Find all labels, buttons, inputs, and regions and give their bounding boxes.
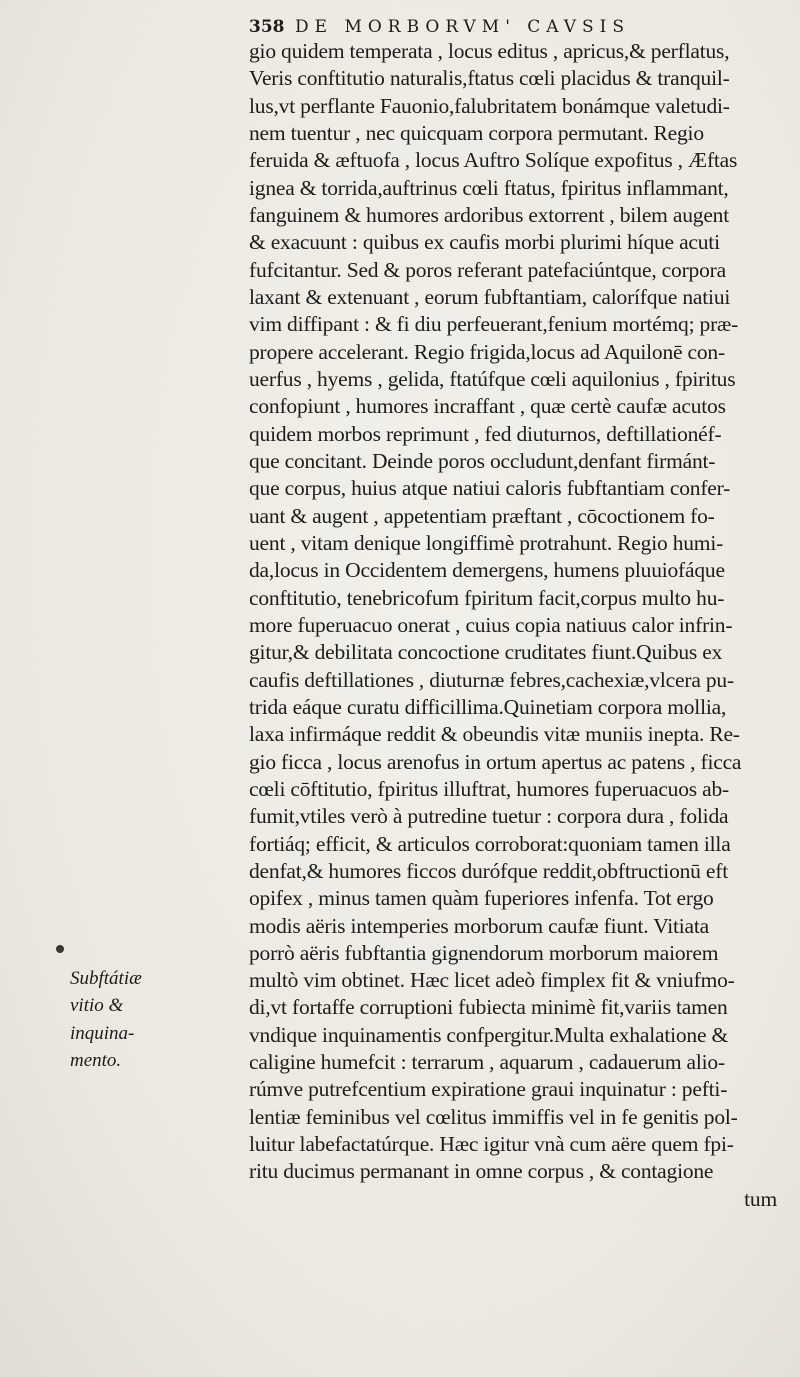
text-line: quidem morbos reprimunt , fed diuturnos, deftillationéf- [249, 421, 722, 446]
text-line: multò vim obtinet. Hæc licet adeò fimplex fit & vniufmo- [249, 968, 735, 993]
page-number: 358 [249, 17, 285, 37]
text-line: caufis deftillationes , diuturnæ febres,cachexiæ,vlcera pu- [249, 667, 734, 692]
margin-note-line: mento. [70, 1049, 122, 1071]
running-title: DE MORBORVM' CAVSIS [295, 17, 631, 37]
text-line: da,locus in Occidentem demergens, humens pluuiofáque [249, 558, 725, 583]
text-line: ritu ducimus permanant in omne corpus , & contagione [249, 1159, 714, 1184]
text-line: gio quidem temperata , locus editus , apricus,& perflatus, [249, 39, 730, 63]
text-line: caligine humefcit : terrarum , aquarum , cadauerum alio- [249, 1050, 725, 1075]
text-line: confopiunt , humores incraffant , quæ certè caufæ acutos [249, 394, 726, 419]
text-line: trida eáque curatu difficillima.Quinetiam corpora mollia, [249, 694, 727, 719]
text-line: di,vt fortaffe corruptioni fubiecta minimè fit,variis tamen [249, 995, 728, 1020]
text-line: opifex , minus tamen quàm fuperiores infenfa. Tot ergo [249, 886, 714, 911]
text-line: feruida & æftuofa , locus Auftro Solíque expofitus , Æftas [249, 148, 738, 173]
text-line: gio ficca , locus arenofus in ortum apertus ac patens , ficca [249, 749, 742, 774]
text-line: lentiæ feminibus vel cœlitus immiffis vel in fe genitis pol- [249, 1104, 738, 1129]
text-line: luitur labefactatúrque. Hæc igitur vnà cum aëre quem fpi- [249, 1132, 734, 1157]
text-line: que concitant. Deinde poros occludunt,denfant firmánt- [249, 448, 716, 473]
body-text [249, 38, 795, 1213]
text-line: que corpus, huius atque natiui caloris fubftantiam confer- [249, 476, 731, 501]
text-line: rúmve putrefcentium expiratione graui inquinatur : pefti- [249, 1077, 728, 1102]
catchword: tum [744, 1186, 777, 1211]
text-line: more fuperuacuo onerat , cuius copia natiuus calor infrin- [249, 612, 733, 637]
text-line: fufcitantur. Sed & poros referant patefaciúntque, corpora [249, 257, 726, 282]
text-line: lus,vt perflante Fauonio,falubritatem bonámque valetudi- [249, 93, 730, 118]
text-line: propere accelerant. Regio frigida,locus ad Aquilonē con- [249, 339, 725, 364]
text-line: laxant & extenuant , eorum fubftantiam, calorífque natiui [249, 284, 731, 309]
text-line: nem tuentur , nec quicquam corpora permutant. Regio [249, 120, 704, 145]
ink-spot [56, 945, 64, 953]
text-line: gitur,& debilitata concoctione cruditates fiunt.Quibus ex [249, 640, 723, 665]
text-line: uerfus , hyems , gelida, ftatúfque cœli aquilonius , fpiritus [249, 366, 736, 391]
text-line: denfat,& humores ficcos durófque reddit,obftructionū eft [249, 858, 728, 883]
text-line: uent , vitam denique longiffimè protrahunt. Regio humi- [249, 530, 724, 555]
text-line: ignea & torrida,auftrinus cœli ftatus, fpiritus inflammant, [249, 175, 729, 200]
text-line: Veris conftitutio naturalis,ftatus cœli placidus & tranquil- [249, 66, 730, 91]
margin-note-line: vitio & [70, 995, 124, 1017]
text-line: laxa infirmáque reddit & obeundis vitæ muniis inepta. Re- [249, 722, 740, 747]
text-line: porrò aëris fubftantia gignendorum morborum maiorem [249, 940, 719, 965]
text-line: vndique inquinamentis confpergitur.Multa exhalatione & [249, 1022, 729, 1047]
text-line: vim diffipant : & fi diu perfeuerant,fenium mortémq; præ- [249, 312, 739, 337]
margin-note [70, 965, 220, 1074]
text-line: conftitutio, tenebricofum fpiritum facit,corpus multo hu- [249, 585, 725, 610]
text-line: modis aëris intemperies morborum caufæ fiunt. Vitiata [249, 913, 710, 938]
text-line: fortiáq; efficit, & articulos corroborat:quoniam tamen illa [249, 831, 731, 856]
text-line: fumit,vtiles verò à putredine tuetur : corpora dura , folida [249, 804, 729, 829]
margin-note-line: inquina- [70, 1022, 135, 1044]
text-line: uant & augent , appetentiam præftant , cōcoctionem fo- [249, 503, 715, 528]
text-line: cœli cōftitutio, fpiritus illuftrat, humores fuperuacuos ab- [249, 776, 729, 801]
text-line: fanguinem & humores ardoribus extorrent , bilem augent [249, 202, 729, 227]
margin-note-line: Subftátiæ [70, 968, 142, 989]
text-line: & exacuunt : quibus ex caufis morbi plurimi híque acuti [249, 230, 720, 255]
